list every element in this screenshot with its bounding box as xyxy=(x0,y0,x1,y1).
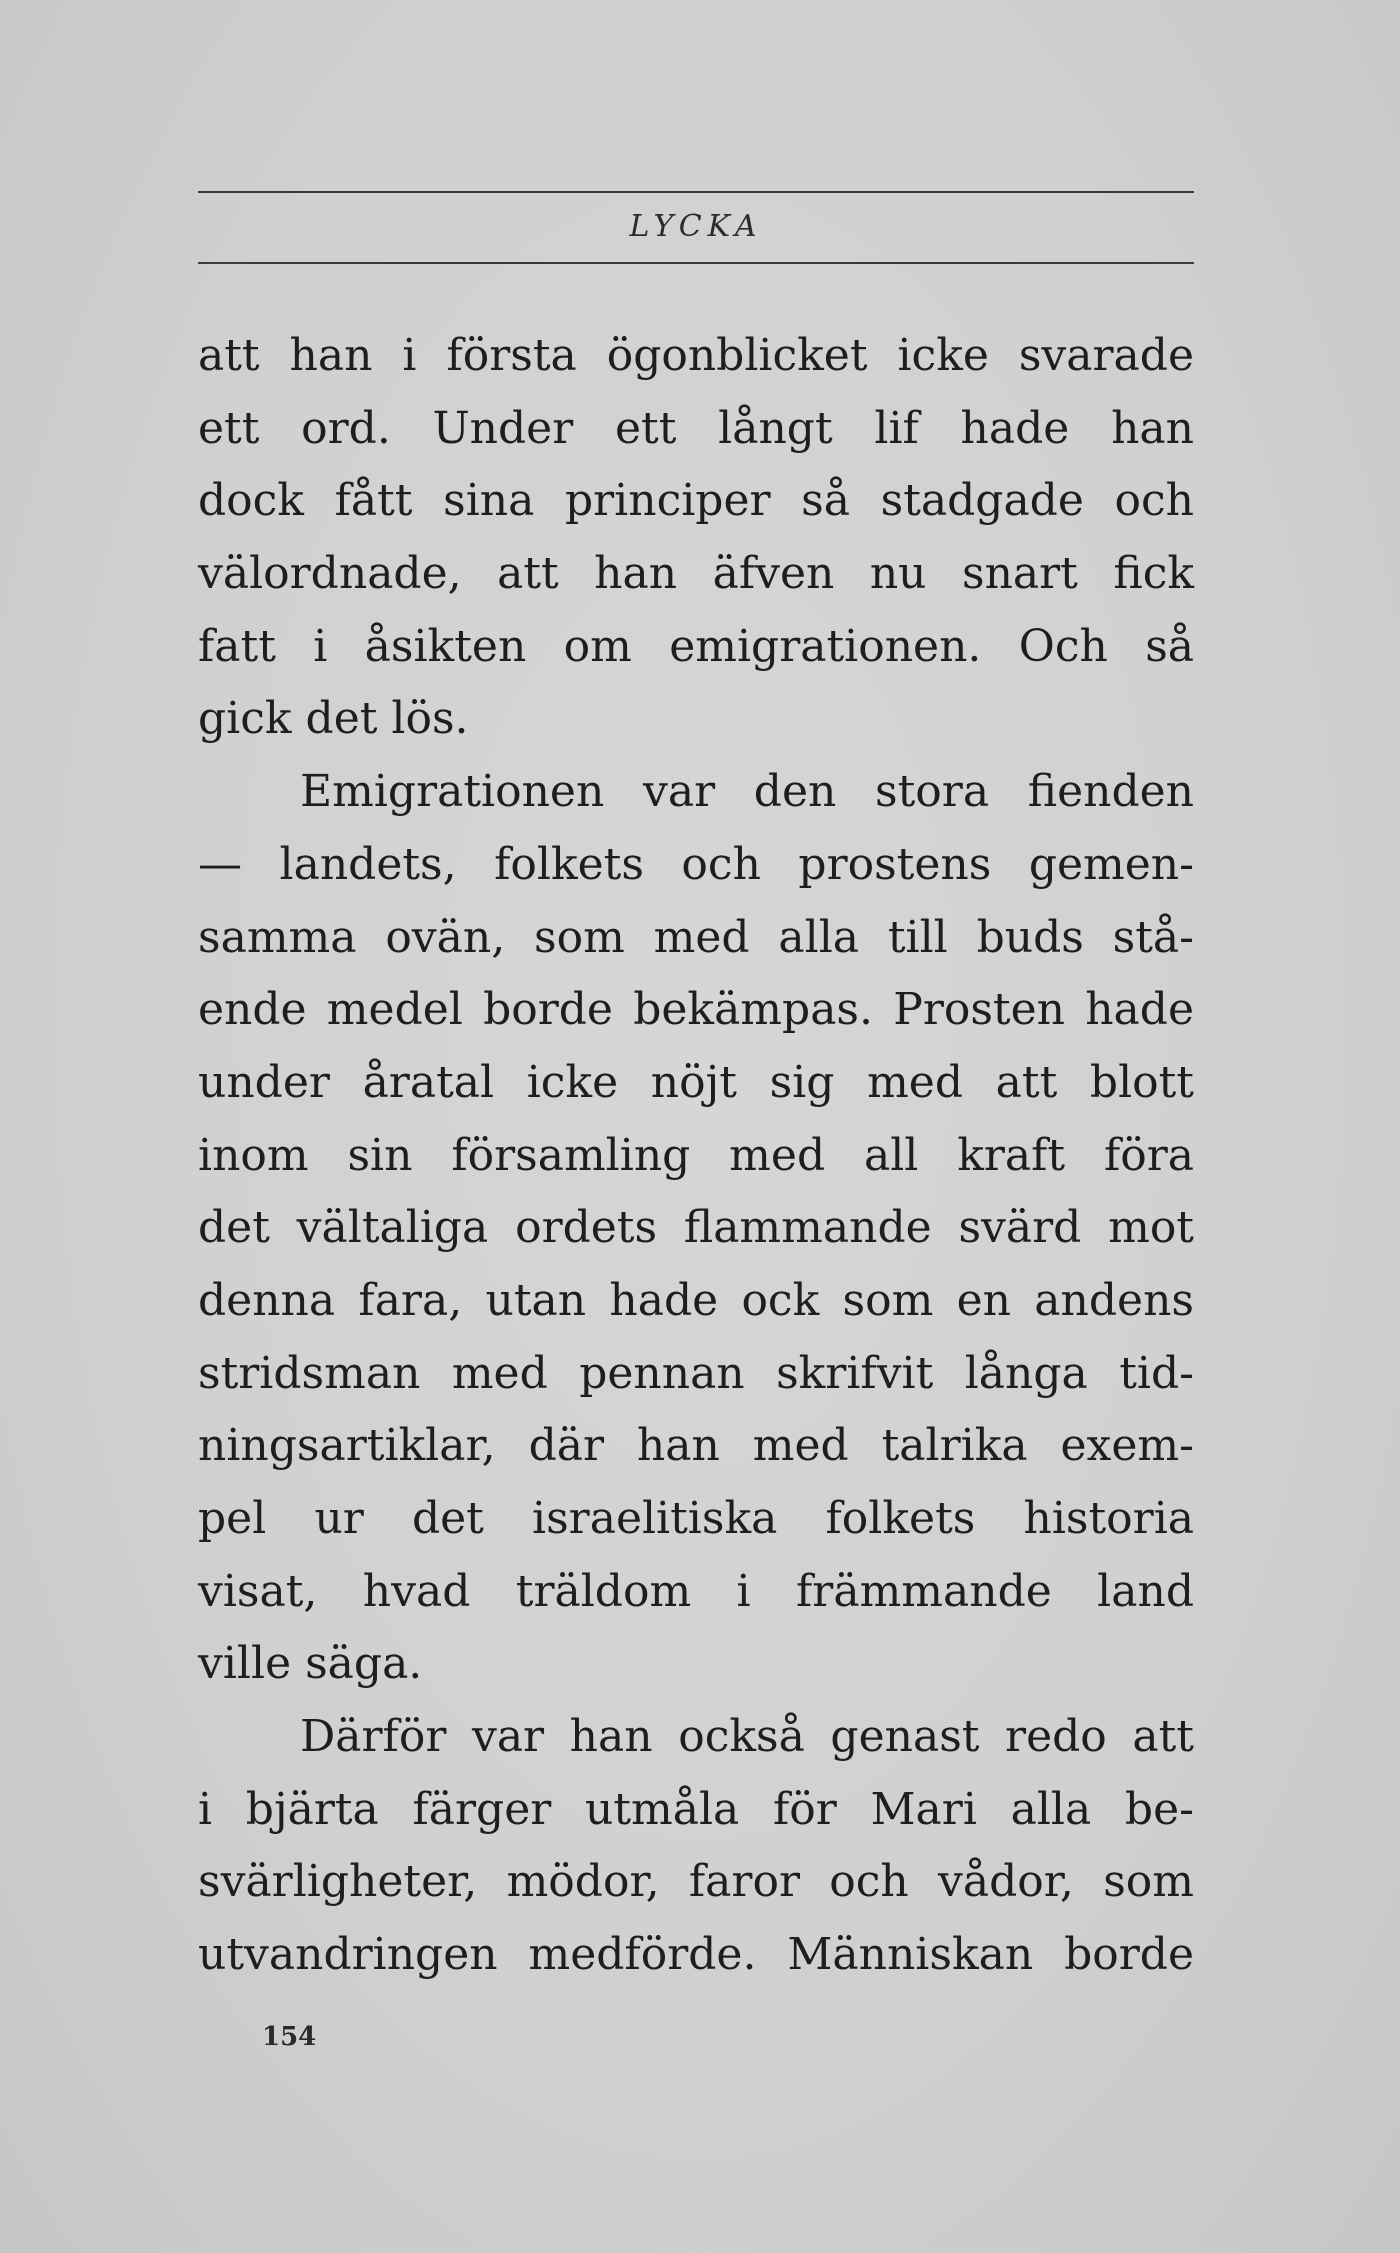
text-line: dock fått sina principer så stadgade och xyxy=(198,475,1194,527)
body-text xyxy=(198,320,1194,1992)
text-line: inom sin församling med all kraft föra xyxy=(198,1129,1194,1181)
text-line: denna fara, utan hade ock som en andens xyxy=(198,1274,1194,1326)
text-line: utvandringen medförde. Människan borde xyxy=(198,1929,1194,1981)
text-line: ende medel borde bekämpas. Prosten hade xyxy=(198,984,1194,1036)
header-rule-top xyxy=(198,191,1194,193)
text-line: — landets, folkets och prostens gemen- xyxy=(198,838,1194,890)
running-head: LYCKA xyxy=(629,209,763,244)
text-line: Därför var han också genast redo att xyxy=(300,1711,1194,1763)
text-line: visat, hvad träldom i främmande land xyxy=(198,1565,1194,1617)
text-line: ningsartiklar, där han med talrika exem- xyxy=(198,1420,1194,1472)
text-line: gick det lös. xyxy=(198,693,469,745)
text-line: ville säga. xyxy=(198,1638,423,1690)
header-rule-bottom xyxy=(198,262,1194,264)
text-line: fatt i åsikten om emigrationen. Och så xyxy=(198,620,1194,672)
text-line: pel ur det israelitiska folkets historia xyxy=(198,1493,1194,1544)
text-line: svärligheter, mödor, faror och vådor, som xyxy=(198,1856,1194,1908)
text-line: samma ovän, som med alla till buds stå- xyxy=(198,911,1194,963)
text-line: ett ord. Under ett långt lif hade han xyxy=(198,402,1194,454)
text-line: det vältaliga ordets flammande svärd mot xyxy=(198,1202,1194,1254)
page-number: 154 xyxy=(262,2022,317,2052)
text-line: under åratal icke nöjt sig med att blott xyxy=(198,1056,1194,1108)
text-line: att han i första ögonblicket icke svarade xyxy=(198,330,1194,381)
text-line: välordnade, att han äfven nu snart fick xyxy=(198,548,1194,600)
text-line: stridsman med pennan skrifvit långa tid- xyxy=(198,1347,1194,1399)
text-line: i bjärta färger utmåla för Mari alla be- xyxy=(198,1783,1194,1835)
text-line: Emigrationen var den stora fienden xyxy=(300,766,1194,818)
